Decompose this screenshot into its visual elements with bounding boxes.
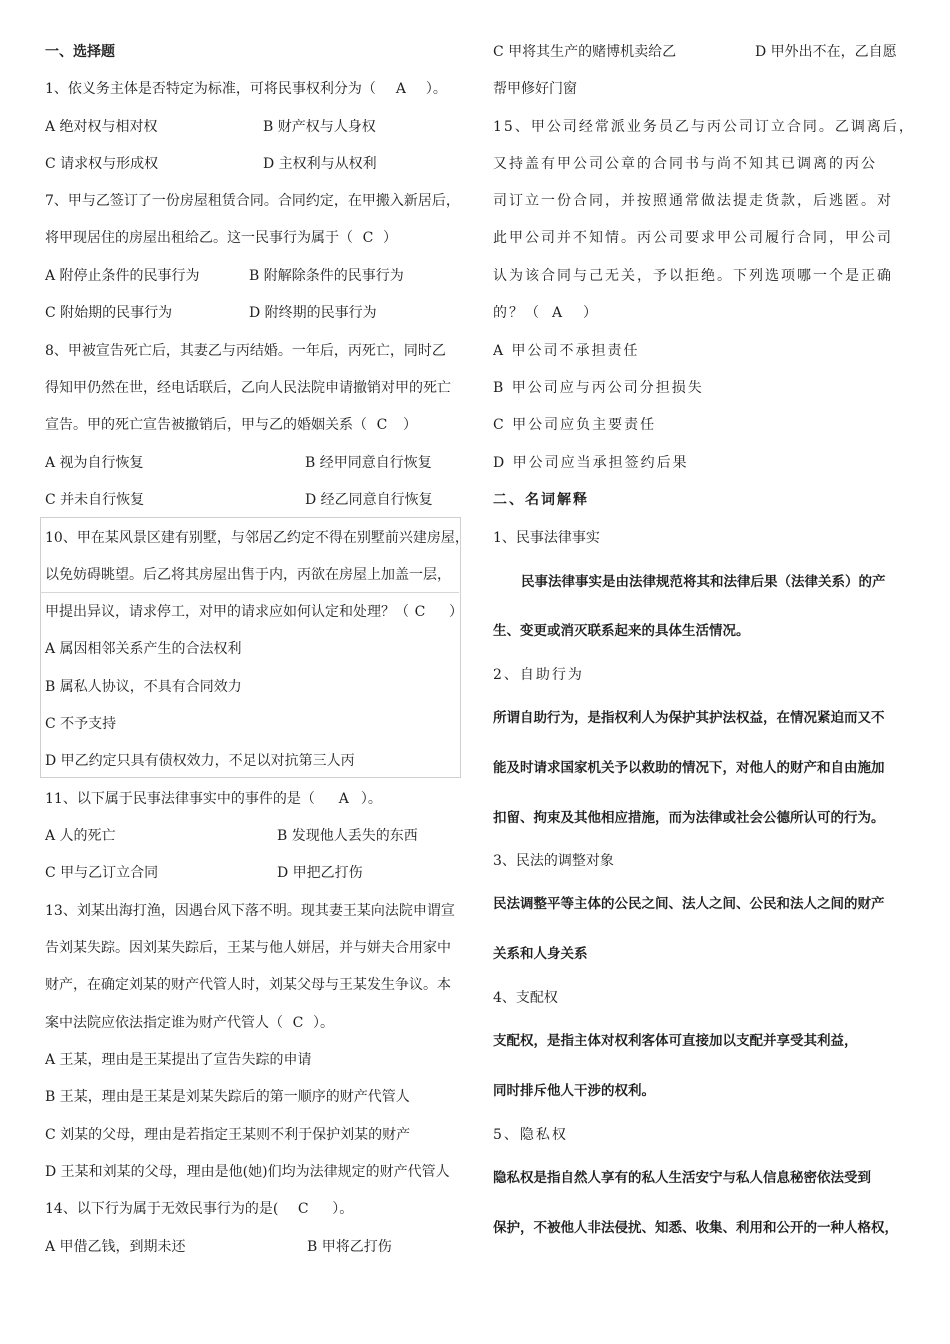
question-14-option-b: B 甲将乙打伤 [307, 1239, 392, 1255]
question-8-line-3 [45, 415, 417, 435]
question-1-option-c: C 请求权与形成权 [45, 156, 159, 172]
question-11-stem [45, 789, 382, 809]
question-13-line-4 [45, 1013, 334, 1033]
term-3-definition-line-1: 民法调整平等主体的公民之间、法人之间、公民和法人之间的财产 [493, 896, 885, 912]
term-2-definition-line-2: 能及时请求国家机关予以救助的情况下，对他人的财产和自由施加 [493, 760, 885, 776]
question-1-stem [45, 79, 447, 99]
question-13-line-3: 财产，在确定刘某的财产代管人时，刘某父母与王某发生争议。本 [45, 977, 451, 993]
question-7-line-1: 7、甲与乙签订了一份房屋租赁合同。合同约定，在甲搬入新居后， [45, 193, 460, 209]
question-10-option-a: A 属因相邻关系产生的合法权利 [45, 641, 242, 657]
question-13-text: 案中法院应依法指定谁为财产代管人（ [45, 1015, 283, 1031]
question-11-option-a: A 人的死亡 [45, 828, 116, 844]
question-13-option-c: C 刘某的父母，理由是若指定王某则不利于保护刘某的财产 [45, 1127, 411, 1143]
term-5-definition-line-2: 保护，不被他人非法侵扰、知悉、收集、利用和公开的一种人格权， [493, 1220, 898, 1236]
question-13-option-b: B 王某，理由是王某是刘某失踪后的第一顺序的财产代管人 [45, 1089, 410, 1105]
question-14-option-c: C 甲将其生产的赌博机卖给乙 [493, 44, 677, 60]
question-8-option-d: D 经乙同意自行恢复 [305, 492, 433, 508]
question-8-line-2: 得知甲仍然在世，经电话联后，乙向人民法院申请撤销对甲的死亡 [45, 380, 451, 396]
question-1-option-b: B 财产权与人身权 [263, 119, 376, 135]
question-10-line-2: 以免妨碍眺望。后乙将其房屋出售于内，丙欲在房屋上加盖一层， [45, 567, 451, 583]
question-7-text-end: ） [383, 230, 397, 246]
question-11-option-b: B 发现他人丢失的东西 [277, 828, 418, 844]
question-14-stem [45, 1199, 353, 1219]
section-2-heading: 二、名词解释 [493, 492, 589, 508]
question-7-option-c: C 附始期的民事行为 [45, 305, 173, 321]
question-8-option-a: A 视为自行恢复 [45, 455, 144, 471]
question-15-text: 的？（ [493, 305, 541, 321]
question-7-option-a: A 附停止条件的民事行为 [45, 268, 200, 284]
question-14-text: 14、以下行为属于无效民事行为的是( [45, 1201, 279, 1217]
question-13-option-d: D 王某和刘某的父母，理由是他(她)们均为法律规定的财产代管人 [45, 1164, 450, 1180]
term-1-definition-line-1: 民事法律事实是由法律规范将其和法律后果（法律关系）的产 [521, 574, 886, 590]
question-14-option-a: A 甲借乙钱，到期未还 [45, 1239, 186, 1255]
question-7-line-2 [45, 228, 397, 248]
question-7-text: 将甲现居住的房屋出租给乙。这一民事行为属于（ [45, 230, 353, 246]
question-10-line-1: 10、甲在某风景区建有别墅，与邻居乙约定不得在别墅前兴建房屋， [45, 530, 469, 546]
question-10-option-b: B 属私人协议，不具有合同效力 [45, 679, 242, 695]
question-15-option-d: D 甲公司应当承担签约后果 [493, 455, 689, 471]
question-15-line-2: 又持盖有甲公司公章的合同书与尚不知其已调离的丙公 [493, 156, 877, 172]
question-14-answer: C [297, 1201, 309, 1217]
question-15-text-end: ） [583, 305, 599, 321]
question-7-answer: C [362, 230, 374, 246]
question-1-answer: A [395, 81, 406, 97]
question-14-option-d: D 甲外出不在，乙自愿 [755, 44, 897, 60]
question-15-line-5: 认为该合同与己无关，予以拒绝。下列选项哪一个是正确 [493, 268, 893, 284]
question-13-text-end: ）。 [313, 1015, 334, 1031]
question-11-option-d: D 甲把乙打伤 [277, 865, 363, 881]
question-15-option-c: C 甲公司应负主要责任 [493, 417, 657, 433]
term-1-definition-line-2: 生、变更或消灭联系起来的具体生活情况。 [493, 623, 750, 639]
question-11-option-c: C 甲与乙订立合同 [45, 865, 159, 881]
question-10-divider [40, 592, 459, 593]
question-10-option-d: D 甲乙约定只具有债权效力，不足以对抗第三人丙 [45, 753, 355, 769]
section-1-heading: 一、选择题 [45, 44, 115, 60]
term-5-title: 5、隐私权 [493, 1127, 568, 1143]
question-15-answer: A [551, 305, 565, 321]
question-10-line-3 [45, 602, 463, 622]
question-8-option-b: B 经甲同意自行恢复 [305, 455, 432, 471]
question-8-text-end: ） [403, 417, 417, 433]
question-1-text: 1、依义务主体是否特定为标准，可将民事权利分为（ [45, 81, 376, 97]
question-8-text: 宣告。甲的死亡宣告被撤销后，甲与乙的婚姻关系（ [45, 417, 367, 433]
question-13-line-2: 告刘某失踪。因刘某失踪后，王某与他人姘居，并与姘夫合用家中 [45, 940, 451, 956]
term-1-title: 1、民事法律事实 [493, 530, 600, 546]
question-10-option-c: C 不予支持 [45, 716, 117, 732]
question-1-option-d: D 主权利与从权利 [263, 156, 377, 172]
question-14-option-d-continued: 帮甲修好门窗 [493, 81, 577, 97]
term-3-title: 3、民法的调整对象 [493, 853, 614, 869]
question-15-option-a: A 甲公司不承担责任 [493, 343, 640, 359]
question-10-text-end: ） [449, 604, 463, 620]
question-1-option-a: A 绝对权与相对权 [45, 119, 158, 135]
question-8-line-1: 8、甲被宣告死亡后，其妻乙与丙结婚。一年后，丙死亡，同时乙 [45, 343, 446, 359]
term-5-definition-line-1: 隐私权是指自然人享有的私人生活安宁与私人信息秘密依法受到 [493, 1170, 871, 1186]
question-15-option-b: B 甲公司应与丙公司分担损失 [493, 380, 704, 396]
question-15-line-4: 此甲公司并不知情。丙公司要求甲公司履行合同，甲公司 [493, 230, 893, 246]
term-4-title: 4、支配权 [493, 990, 558, 1006]
question-11-text: 11、以下属于民事法律事实中的事件的是（ [45, 791, 315, 807]
term-3-definition-line-2: 关系和人身关系 [493, 946, 588, 962]
question-10-answer: C [414, 604, 426, 620]
question-7-option-b: B 附解除条件的民事行为 [249, 268, 404, 284]
term-4-definition-line-1: 支配权，是指主体对权利客体可直接加以支配并享受其利益， [493, 1033, 858, 1049]
question-7-option-d: D 附终期的民事行为 [249, 305, 377, 321]
question-15-line-3: 司订立一份合同，并按照通常做法提走货款，后逃匿。对 [493, 193, 893, 209]
question-13-answer: C [292, 1015, 304, 1031]
question-15-line-1: 15、甲公司经常派业务员乙与丙公司订立合同。乙调离后， [493, 119, 915, 135]
question-8-option-c: C 并未自行恢复 [45, 492, 145, 508]
question-11-answer: A [338, 791, 349, 807]
question-13-line-1: 13、刘某出海打渔，因遇台风下落不明。现其妻王某向法院申谓宣 [45, 903, 455, 919]
question-15-line-6 [493, 303, 599, 323]
question-8-answer: C [376, 417, 388, 433]
term-2-definition-line-3: 扣留、拘束及其他相应措施，而为法律或社会公德所认可的行为。 [493, 810, 885, 826]
term-4-definition-line-2: 同时排斥他人干涉的权利。 [493, 1083, 655, 1099]
question-14-text-end: ）。 [332, 1201, 354, 1217]
question-11-text-end: ）。 [360, 791, 382, 807]
term-2-definition-line-1: 所谓自助行为，是指权利人为保护其护法权益，在情况紧迫而又不 [493, 710, 885, 726]
question-1-text-end: ）。 [425, 81, 447, 97]
question-10-text: 甲提出异议，请求停工，对甲的请求应如何认定和处理？（ [45, 604, 409, 620]
term-2-title: 2、自助行为 [493, 667, 584, 683]
question-13-option-a: A 王某，理由是王某提出了宣告失踪的申请 [45, 1052, 312, 1068]
